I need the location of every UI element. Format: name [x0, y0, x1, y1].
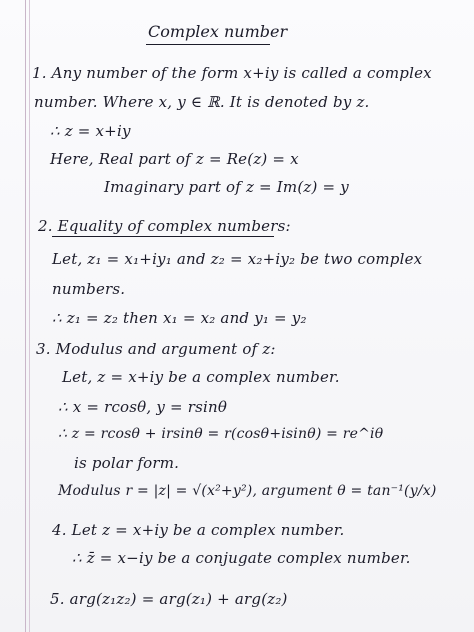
margin-line-inner: [29, 0, 30, 632]
argument-product-line: 5. arg(z₁z₂) = arg(z₁) + arg(z₂): [50, 590, 288, 608]
equality-condition: ∴ z₁ = z₂ then x₁ = x₂ and y₁ = y₂: [52, 309, 307, 327]
page-title: Complex number: [148, 22, 288, 41]
equality-line-1: Let, z₁ = x₁+iy₁ and z₂ = x₂+iy₂ be two complex: [52, 250, 423, 268]
definition-formula: ∴ z = x+iy: [50, 122, 131, 140]
section-heading-equality: 2. Equality of complex numbers:: [38, 217, 291, 235]
modulus-line-2: ∴ x = rcosθ, y = rsinθ: [58, 398, 228, 416]
section-heading-modulus: 3. Modulus and argument of z:: [36, 340, 276, 358]
margin-line: [25, 0, 26, 632]
modulus-line-1: Let, z = x+iy be a complex number.: [62, 368, 340, 386]
definition-line-1: 1. Any number of the form x+iy is called a complex: [32, 64, 432, 82]
real-part-line: Here, Real part of z = Re(z) = x: [50, 150, 299, 168]
definition-line-2: number. Where x, y ∈ ℝ. It is denoted by z.: [34, 93, 370, 111]
section-heading-conjugate: 4. Let z = x+iy be a complex number.: [52, 521, 345, 539]
title-underline: [146, 44, 270, 45]
imaginary-part-line: Imaginary part of z = Im(z) = y: [104, 178, 349, 196]
modulus-argument-line: Modulus r = |z| = √(x²+y²), argument θ = tan⁻¹(y/x): [58, 483, 437, 499]
conjugate-line: ∴ z̄ = x−iy be a conjugate complex number.: [72, 549, 411, 567]
equality-underline: [52, 236, 274, 237]
polar-form-equation: ∴ z = rcosθ + irsinθ = r(cosθ+isinθ) = re^iθ: [58, 426, 384, 442]
equality-line-2: numbers.: [52, 280, 126, 298]
polar-form-label: is polar form.: [74, 454, 180, 472]
